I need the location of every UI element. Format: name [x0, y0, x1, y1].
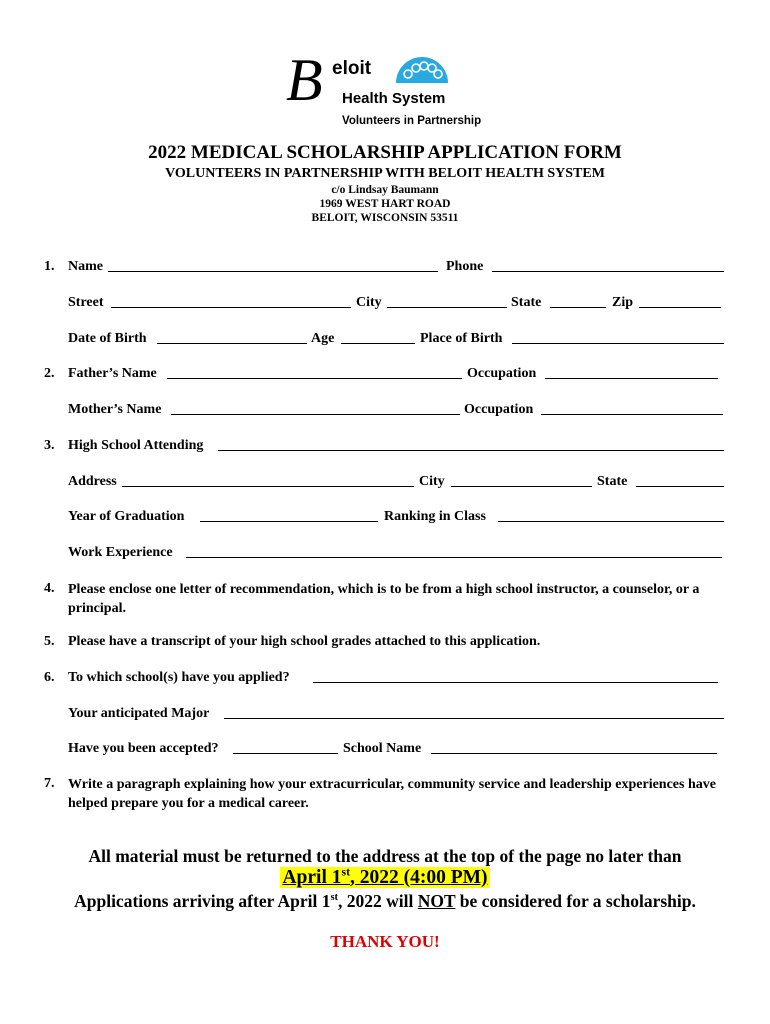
father-name-label: Father’s Name [68, 366, 157, 381]
q6-number: 6. [44, 670, 55, 685]
q3-number: 3. [44, 438, 55, 453]
major-field[interactable] [224, 705, 724, 719]
school-city-field[interactable] [451, 473, 592, 487]
late-notice-sup: st [330, 892, 339, 904]
address-care-of: c/o Lindsay Baumann [331, 184, 439, 196]
q5-number: 5. [44, 634, 55, 649]
q7-number: 7. [44, 776, 55, 791]
dob-label: Date of Birth [68, 331, 147, 346]
deadline [0, 867, 770, 889]
logo-health-system-text: Health System [342, 90, 446, 107]
late-applications-notice [0, 891, 770, 912]
birthplace-field[interactable] [512, 330, 724, 344]
state-label: State [511, 295, 542, 310]
paragraph-instruction: Write a paragraph explaining how your extracurricular, community service and leadership experiences have helped prepare you for a medical career. [68, 777, 716, 811]
name-label: Name [68, 259, 103, 274]
class-ranking-field[interactable] [498, 508, 724, 522]
work-experience-field[interactable] [186, 544, 722, 558]
q4-number: 4. [44, 581, 55, 596]
work-experience-label: Work Experience [68, 545, 173, 560]
graduation-year-label: Year of Graduation [68, 509, 185, 524]
address-street: 1969 WEST HART ROAD [319, 198, 451, 210]
mother-occupation-field[interactable] [541, 401, 723, 415]
logo-badge-icon [394, 52, 450, 84]
name-field[interactable] [108, 258, 438, 272]
logo-eloit-text: eloit [332, 58, 372, 79]
city-label: City [356, 295, 382, 310]
birthplace-label: Place of Birth [420, 331, 503, 346]
applied-schools-label: To which school(s) have you applied? [68, 670, 290, 685]
school-address-field[interactable] [122, 473, 414, 487]
school-address-label: Address [68, 474, 117, 489]
logo-letter-b: B [286, 47, 323, 113]
address-city: BELOIT, WISCONSIN 53511 [311, 212, 459, 224]
school-name-field[interactable] [431, 740, 717, 754]
accepted-label: Have you been accepted? [68, 741, 219, 756]
age-field[interactable] [341, 330, 415, 344]
mother-name-label: Mother’s Name [68, 402, 162, 417]
logo-tagline: Volunteers in Partnership [342, 115, 482, 127]
school-name-label: School Name [343, 741, 422, 756]
thank-you: THANK YOU! [330, 932, 440, 951]
q1-number: 1. [44, 259, 55, 274]
form-subtitle: VOLUNTEERS IN PARTNERSHIP WITH BELOIT HEALTH SYSTEM [165, 166, 605, 181]
accepted-field[interactable] [233, 740, 338, 754]
father-occupation-label: Occupation [467, 366, 537, 381]
zip-field[interactable] [639, 294, 721, 308]
age-label: Age [311, 331, 335, 346]
recommendation-instruction: Please enclose one letter of recommendation, which is to be from a high school instructor, a counselor, or a principal. [68, 582, 700, 616]
high-school-field[interactable] [218, 437, 724, 451]
phone-label: Phone [446, 259, 484, 274]
street-field[interactable] [111, 294, 351, 308]
transcript-instruction: Please have a transcript of your high school grades attached to this application. [68, 634, 541, 649]
deadline-highlight [280, 867, 489, 888]
form-title: 2022 MEDICAL SCHOLARSHIP APPLICATION FORM [148, 142, 622, 163]
late-notice-a: Applications arriving after April 1 [74, 891, 331, 911]
father-occupation-field[interactable] [545, 365, 718, 379]
phone-field[interactable] [492, 258, 724, 272]
street-label: Street [68, 295, 104, 310]
school-city-label: City [419, 474, 445, 489]
city-field[interactable] [387, 294, 507, 308]
state-field[interactable] [550, 294, 606, 308]
graduation-year-field[interactable] [200, 508, 378, 522]
deadline-date-sup: st [341, 865, 350, 879]
mother-occupation-label: Occupation [464, 402, 534, 417]
mother-name-field[interactable] [171, 401, 460, 415]
q2-number: 2. [44, 366, 55, 381]
late-notice-not: NOT [417, 891, 456, 911]
return-instruction: All material must be returned to the address at the top of the page no later than [88, 846, 682, 866]
high-school-label: High School Attending [68, 438, 204, 453]
father-name-field[interactable] [167, 365, 462, 379]
zip-label: Zip [612, 295, 634, 310]
class-ranking-label: Ranking in Class [384, 509, 486, 524]
school-state-field[interactable] [636, 473, 724, 487]
major-label: Your anticipated Major [68, 706, 210, 721]
deadline-date-a: April 1 [282, 867, 342, 888]
beloit-logo [282, 47, 492, 132]
dob-field[interactable] [157, 330, 307, 344]
late-notice-b: , 2022 will [338, 891, 418, 911]
late-notice-c: be considered for a scholarship. [455, 891, 696, 911]
deadline-date-b: , 2022 (4:00 PM) [349, 867, 488, 888]
school-state-label: State [597, 474, 628, 489]
applied-schools-field[interactable] [313, 669, 718, 683]
